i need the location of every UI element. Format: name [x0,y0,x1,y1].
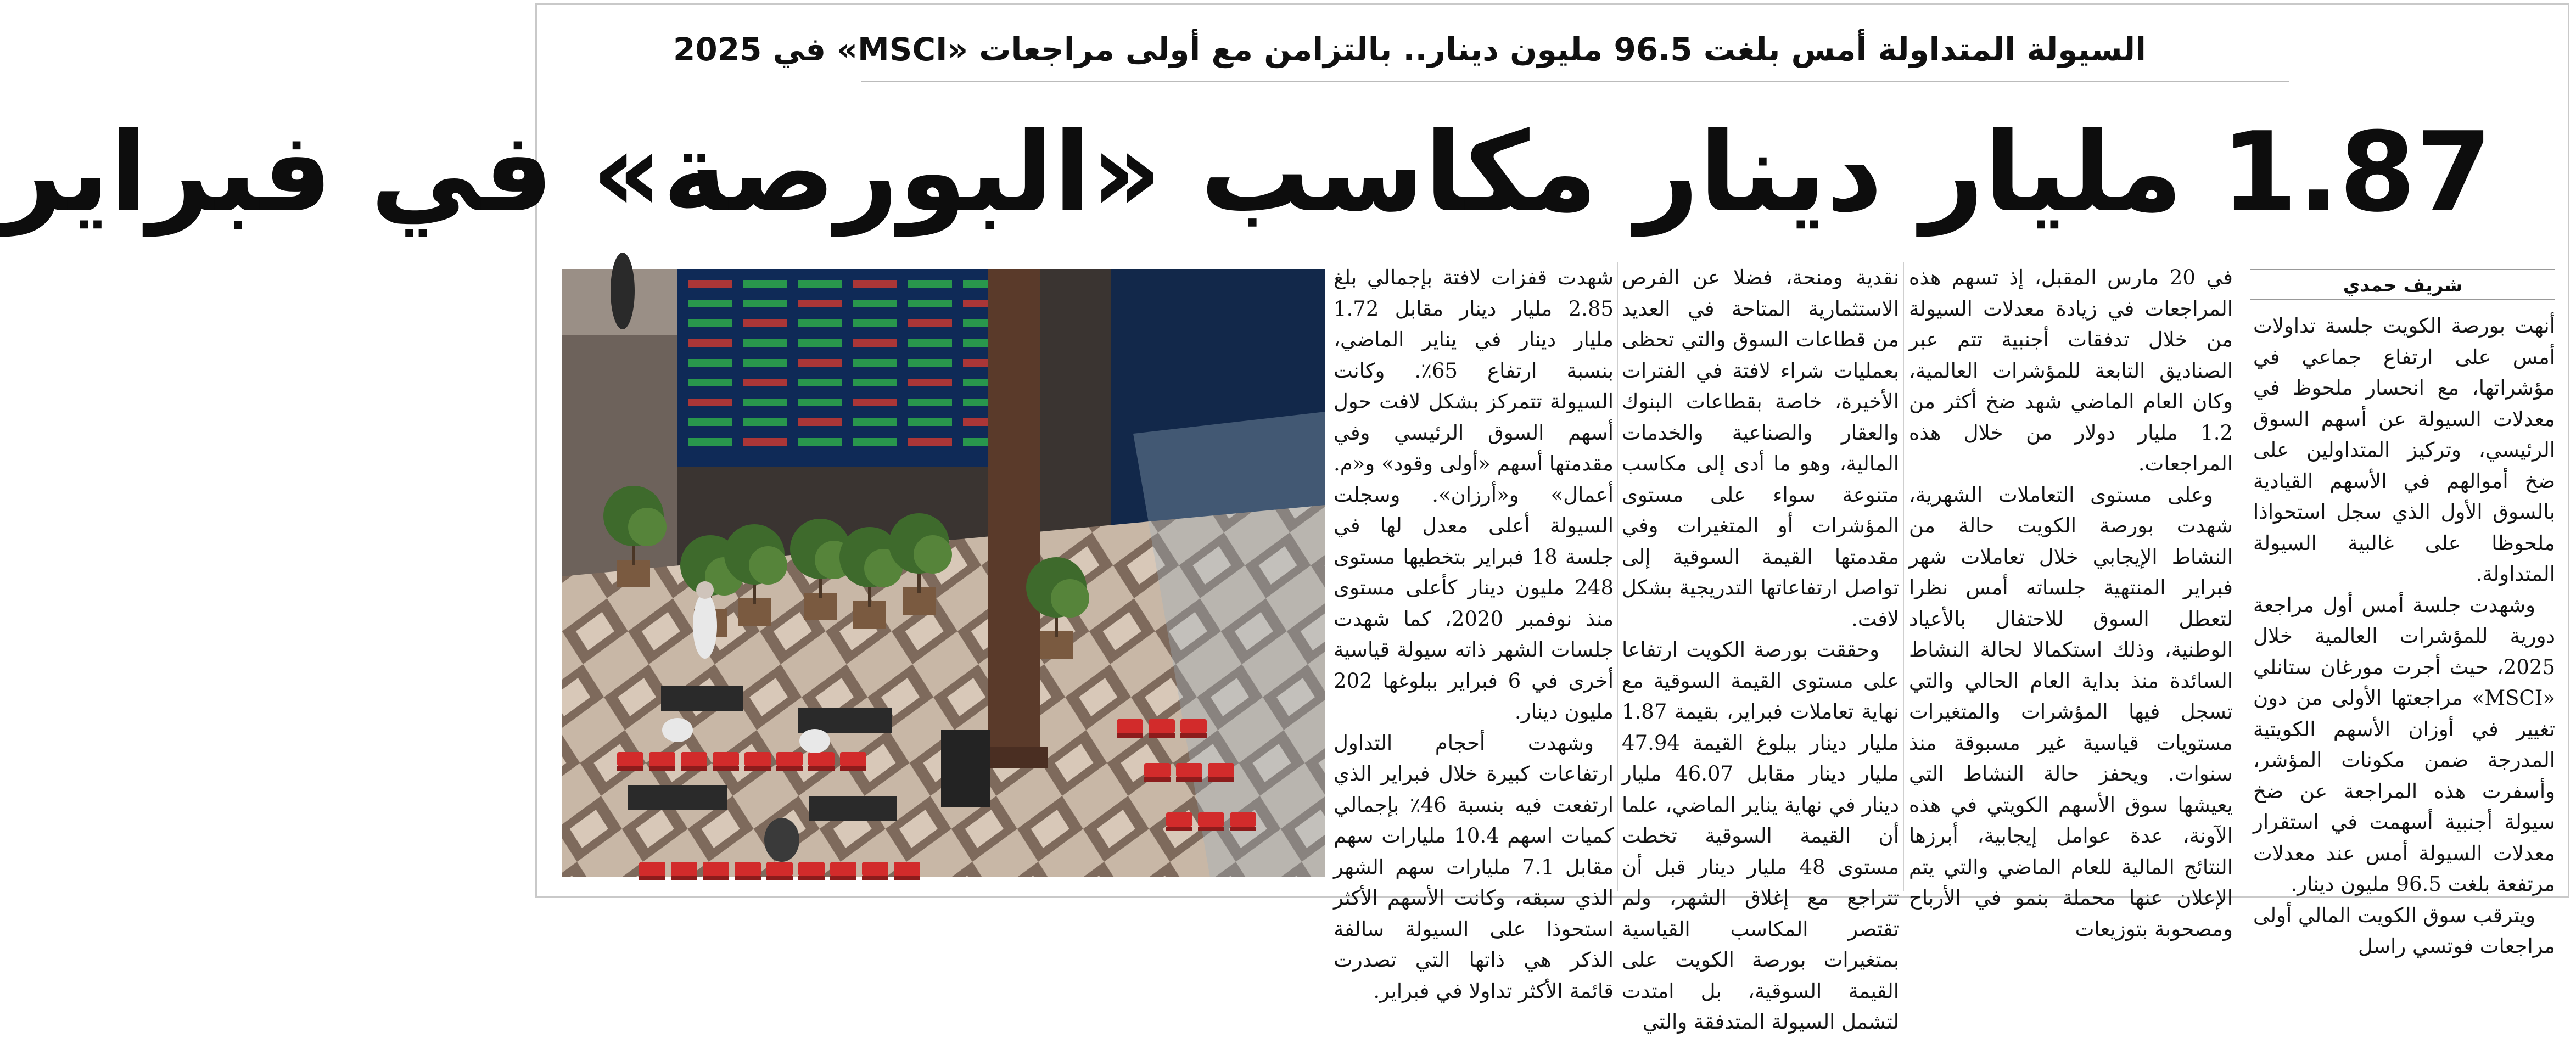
paragraph: وحققت بورصة الكويت ارتفاعا على مستوى القيمة السوقية مع نهاية تعاملات فبراير، بقيمة 1.87 مليار دينار ببلوغ القيمة 47.94 مليار دينار مقابل 46.07 مليار دينار في نهاية يناير الماضي، علما أن القيمة السوقية تخطت مستوى 48 مليار دينار قبل أن تتراجع مع إغلاق الشهر، ولم تقتصر المكاسب القياسية بمتغيرات بورصة الكويت على القيمة السوقية، بل امتدت لتشمل السيولة المتدفقة والتي [1622,638,1900,1034]
paragraph: وعلى مستوى التعاملات الشهرية، شهدت بورصة الكويت حالة من النشاط الإيجابي خلال تعاملات شهر فبراير المنتهية جلساته أمس نظرا لتعطل السوق للاحتفال بالأعياد الوطنية، وذلك استكمالا لحالة النشاط السائدة منذ بداية العام الحالي والتي تسجل فيها المؤشرات والمتغيرات مستويات قياسية غير مسبوقة منذ سنوات. ويحفز حالة النشاط التي يعيشها سوق الأسهم الكويتي في هذه الآونة، عدة عوامل إيجابية، أبرزها النتائج المالية للعام الماضي والتي يتم الإعلان عنها محملة بنمو في الأرباح ومصحوبة بتوزيعات [1909,482,2233,941]
paragraph: ويترقب سوق الكويت المالي أولى مراجعات فوتسي راسل [2253,903,2555,958]
author-byline: شريف حمدي [2250,269,2555,300]
main-headline: 1.87 مليار دينار مكاسب «البورصة» في فبراير [0,109,2492,237]
column-divider [1617,262,1618,891]
article-column-3 [1622,262,1900,1034]
article-column-4 [1334,262,1614,1003]
kicker-subheadline: السيولة المتداولة أمس بلغت 96.5 مليون دينار.. بالتزامن مع أولى مراجعات «MSCI» في 2025 [673,31,2146,68]
paragraph: شهدت قفزات لافتة بإجمالي بلغ 2.85 مليار دينار مقابل 1.72 مليار دينار في يناير الماضي، بنسبة ارتفاع 65٪. وكانت السيولة تتمركز بشكل لافت حول أسهم السوق الرئيسي وفي مقدمتها أسهم «أولى وقود» و«م. أعمال» و«أرزان». وسجلت السيولة أعلى معدل لها في جلسة 18 فبراير بتخطيها مستوى 248 مليون دينار كأعلى مستوى منذ نوفمبر 2020، كما شهدت جلسات الشهر ذاته سيولة قياسية أخرى في 6 فبراير ببلوغها 202 مليون دينار. [1334,266,1614,723]
paragraph: أنهت بورصة الكويت جلسة تداولات أمس على ارتفاع جماعي في مؤشراتها، مع انحسار ملحوظ في معدلات السيولة عن أسهم السوق الرئيسي، وتركيز المتداولين على ضخ أموالهم في الأسهم القيادية بالسوق الأول الذي سجل استحواذا ملحوظا على غالبية السيولة المتداولة. [2253,314,2555,586]
paragraph: نقدية ومنحة، فضلا عن الفرص الاستثمارية المتاحة في العديد من قطاعات السوق والتي تحظى بعمليات شراء لافتة في الفترات الأخيرة، خاصة بقطاعات البنوك والعقار والصناعية والخدمات المالية، وهو ما أدى إلى مكاسب متنوعة سواء على مستوى المؤشرات أو المتغيرات وفي مقدمتها القيمة السوقية إلى تواصل ارتفاعاتها التدريجية بشكل لافت. [1622,266,1899,631]
trading-floor-photo [562,269,1325,877]
paragraph: وشهدت أحجام التداول ارتفاعات كبيرة خلال فبراير الذي ارتفعت فيه بنسبة 46٪ بإجمالي كميات اسهم 10.4 مليارات سهم مقابل 7.1 مليارات سهم الشهر الذي سبقه، وكانت الأسهم الأكثر استحوذا على السيولة سالفة الذكر هي ذاتها التي تصدرت قائمة الأكثر تداولا في فبراير. [1334,731,1614,1003]
paragraph: وشهدت جلسة أمس أول مراجعة دورية للمؤشرات العالمية خلال 2025، حيث أجرت مورغان ستانلي «MSCI» مراجعتها الأولى من دون تغيير في أوزان الأسهم الكويتية المدرجة ضمن مكونات المؤشر، وأسفرت هذه المراجعة عن ضخ سيولة أجنبية أسهمت في استقرار معدلات السيولة أمس عند معدلات مرتفعة بلغت 96.5 مليون دينار. [2253,593,2555,896]
article-column-2 [1909,262,2233,941]
column-divider [1903,262,1904,891]
paragraph: في 20 مارس المقبل، إذ تسهم هذه المراجعات في زيادة معدلات السيولة من خلال تدفقات أجنبية تتم عبر الصناديق التابعة للمؤشرات العالمية، وكان العام الماضي شهد ضخ أكثر من 1.2 مليار دولار من خلال هذه المراجعات. [1909,266,2233,475]
article-column-1 [2253,311,2555,958]
kicker-divider [861,81,2289,82]
